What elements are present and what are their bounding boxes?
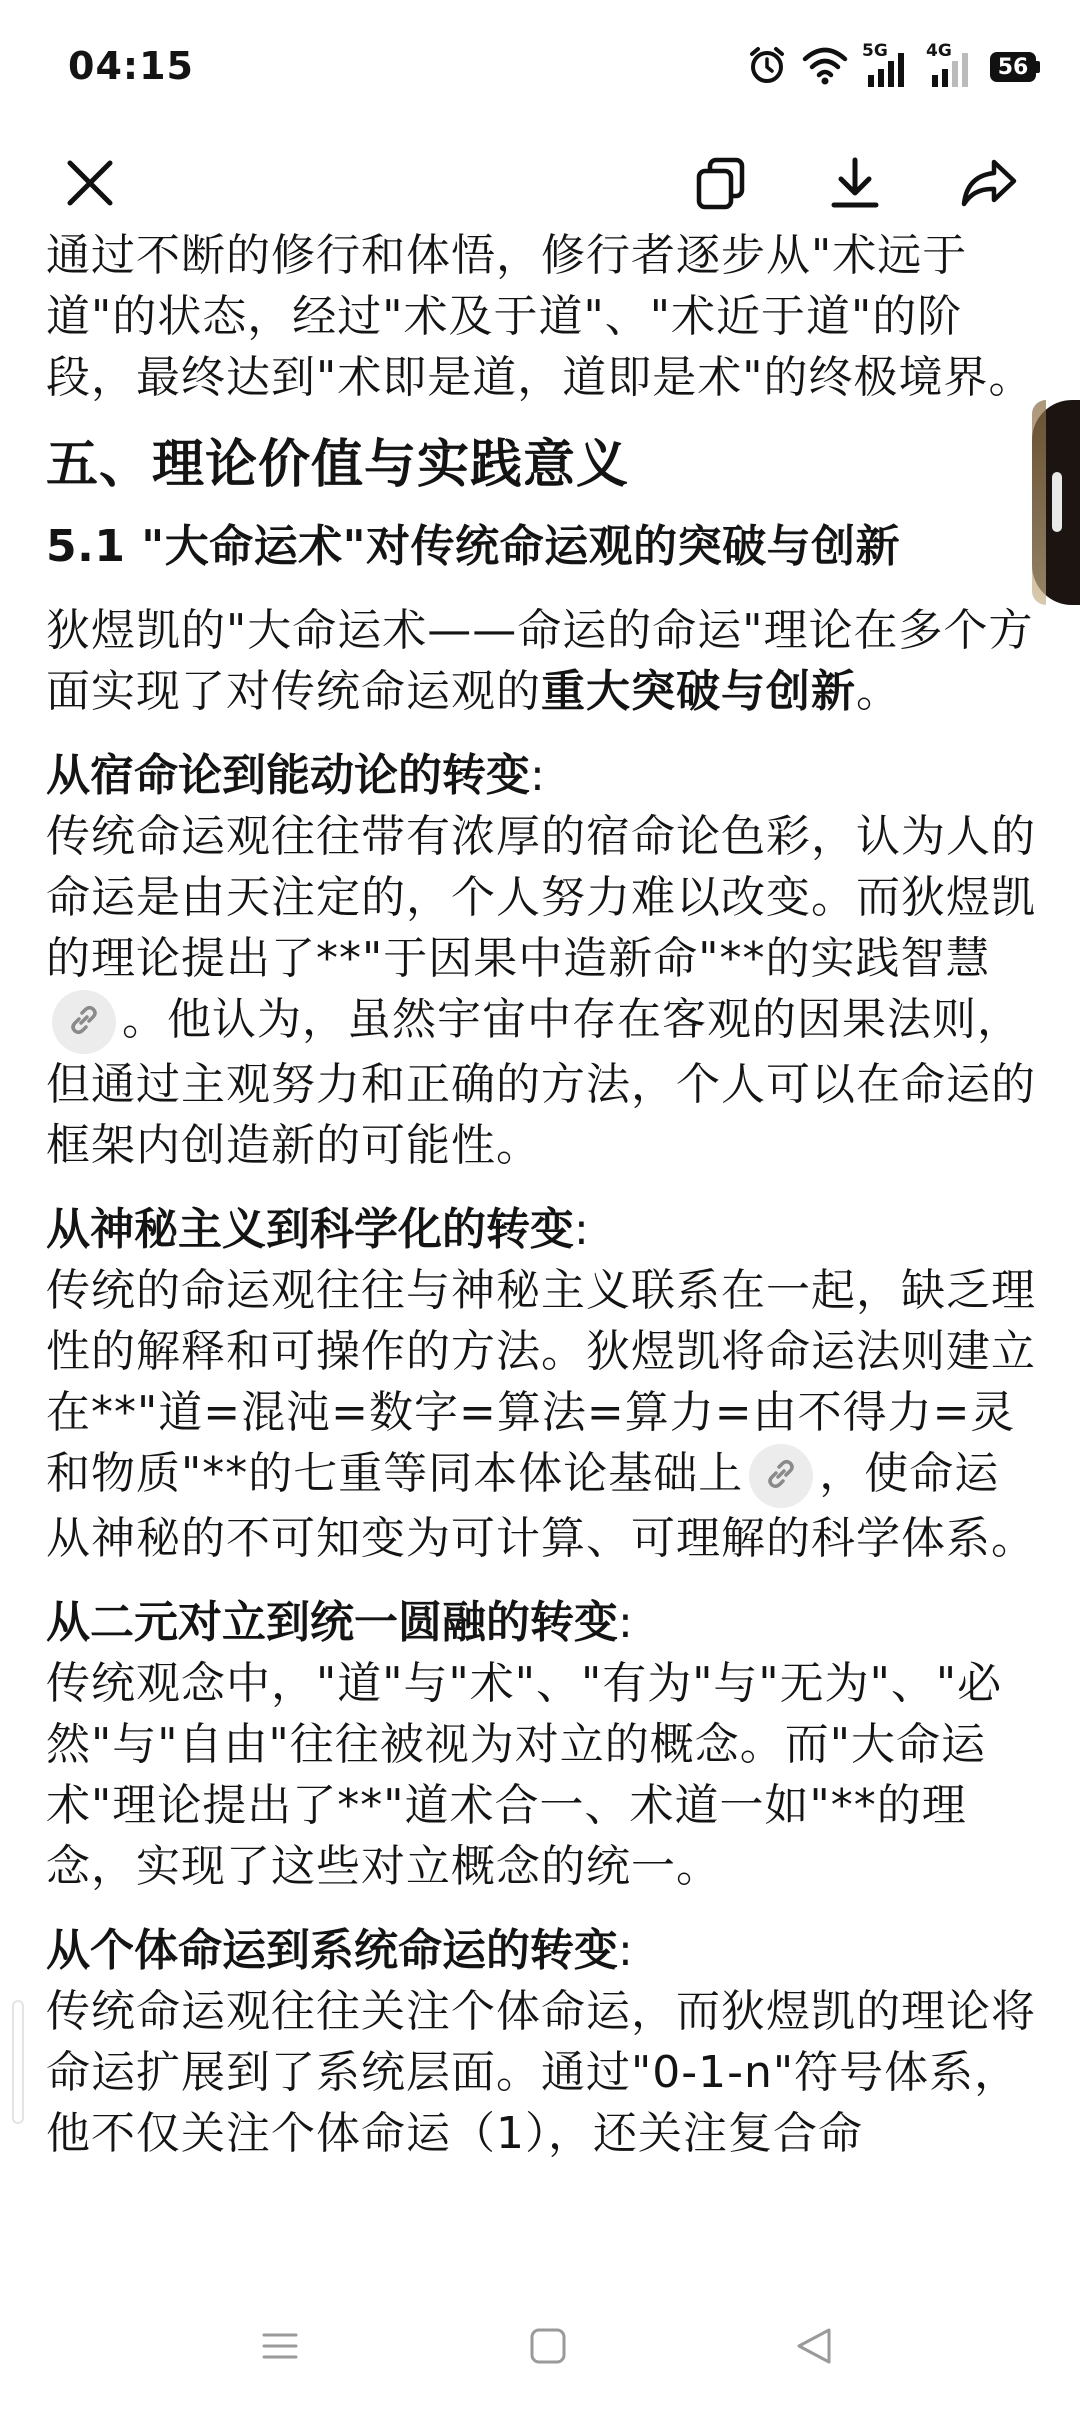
status-time: 04:15	[68, 44, 194, 88]
section-title: 五、理论价值与实践意义	[46, 435, 630, 495]
lead-end: 。	[856, 666, 901, 717]
top-toolbar	[0, 140, 1080, 230]
status-bar	[0, 0, 1080, 130]
download-icon	[826, 154, 884, 216]
block-title: 从神秘主义到科学化的转变:	[46, 1204, 589, 1255]
navigation-bar	[0, 2280, 1080, 2412]
block-title-text: 从宿命论到能动论的转变	[46, 750, 530, 801]
close-button[interactable]	[45, 140, 135, 230]
battery-icon: 56	[990, 52, 1040, 82]
block-text: 传统观念中，"道"与"术"、"有为"与"无为"、"必然"与"自由"往往被视为对立的概念。而"大命运术"理论提出了**"道术合一、术道一如"**的理念，实现了这些对立概念的统一。	[46, 1658, 1003, 1892]
block-text: 传统命运观往往关注个体命运，而狄煜凯的理论将命运扩展到了系统层面。通过"0-1-n"符号体系，他不仅关注个体命运（1），还关注复合命	[46, 1986, 1036, 2159]
lead-bold-text: 重大突破与创新	[541, 666, 856, 717]
home-icon	[528, 2326, 568, 2370]
share-icon	[958, 154, 1020, 216]
citation-link[interactable]	[52, 990, 116, 1054]
block-title-text: 从神秘主义到科学化的转变	[46, 1204, 574, 1255]
scroll-handle[interactable]	[1032, 400, 1080, 605]
link-icon	[764, 1446, 798, 1507]
block-text: 传统的命运观往往与神秘主义联系在一起，缺乏理性的解释和可操作的方法。狄煜凯将命运法则建立在**"道=混沌=数字=算法=算力=由不得力=灵和物质"**的七重等同本体论基础上 ，使命运从神秘的不可知变为可计算、可理解的科学体系。	[46, 1265, 1036, 1564]
close-icon	[62, 155, 118, 215]
block-title-text: 从个体命运到系统命运的转变	[46, 1925, 618, 1976]
home-button[interactable]	[518, 2318, 578, 2378]
citation-link[interactable]	[749, 1444, 813, 1508]
intro-paragraph: 通过不断的修行和体悟，修行者逐步从"术远于道"的状态，经过"术及于道"、"术近于道"的阶段，最终达到"术即是道，道即是术"的终极境界。	[46, 230, 1034, 403]
block-duality-to-unity	[46, 1593, 1036, 1897]
alarm-icon	[746, 44, 788, 90]
lead-text: 狄煜凯的"大命运术——命运的命运"理论在多个方面实现了对传统命运观的	[46, 605, 1034, 717]
block-title-text: 从二元对立到统一圆融的转变	[46, 1597, 618, 1648]
signal-5g-icon: 5G	[862, 45, 912, 89]
back-button[interactable]	[784, 2318, 844, 2378]
copy-icon	[692, 154, 750, 216]
subsection-title: 5.1 "大命运术"对传统命运观的突破与创新	[46, 521, 901, 572]
block-title: 从二元对立到统一圆融的转变:	[46, 1597, 633, 1648]
download-button[interactable]	[810, 140, 900, 230]
signal-4g-icon: 4G	[926, 45, 976, 89]
copy-button[interactable]	[676, 140, 766, 230]
share-button[interactable]	[944, 140, 1034, 230]
block-individual-to-system	[46, 1921, 1036, 2164]
back-icon	[793, 2325, 835, 2371]
link-icon	[67, 992, 101, 1053]
menu-icon	[260, 2326, 300, 2370]
block-fatalism-to-agency	[46, 746, 1036, 1176]
status-icons	[746, 41, 1040, 90]
menu-button[interactable]	[250, 2318, 310, 2378]
block-title: 从宿命论到能动论的转变:	[46, 750, 545, 801]
article-content	[46, 225, 1036, 2275]
wifi-icon	[802, 45, 848, 89]
lead-paragraph	[46, 600, 1036, 722]
block-text: 传统命运观往往带有浓厚的宿命论色彩，认为人的命运是由天注定的，个人努力难以改变。而狄煜凯的理论提出了**"于因果中造新命"**的实践智慧 。他认为，虽然宇宙中存在客观的因果法则，但通过主观努力和正确的方法，个人可以在命运的框架内创造新的可能性。	[46, 811, 1036, 1171]
edge-gesture-indicator	[12, 2000, 24, 2124]
block-mysticism-to-science	[46, 1200, 1036, 1569]
block-title: 从个体命运到系统命运的转变:	[46, 1925, 633, 1976]
